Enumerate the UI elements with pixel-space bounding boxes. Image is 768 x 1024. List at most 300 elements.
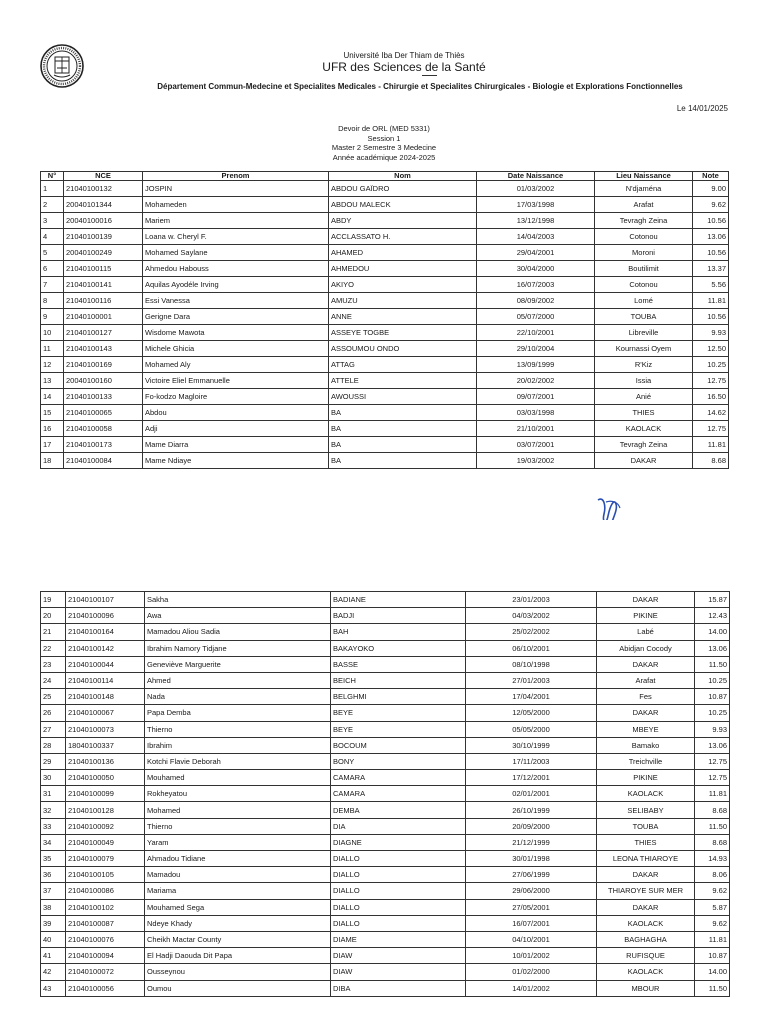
lieu-naissance-cell: DAKAR <box>597 705 695 721</box>
col-header-lieu-naissance: Lieu Naissance <box>595 172 693 181</box>
nom-cell: DIAME <box>331 931 466 947</box>
nom-cell: DIALLO <box>331 883 466 899</box>
nce-cell: 21040100116 <box>64 293 143 309</box>
nce-cell: 21040100096 <box>66 608 145 624</box>
lieu-naissance-cell: Arafat <box>597 672 695 688</box>
lieu-naissance-cell: KAOLACK <box>597 915 695 931</box>
table-row <box>41 293 729 309</box>
lieu-naissance-cell: Labé <box>597 624 695 640</box>
lieu-naissance-cell: KAOLACK <box>597 786 695 802</box>
lieu-naissance-cell: Arafat <box>595 197 693 213</box>
lieu-naissance-cell: Bamako <box>597 737 695 753</box>
table-row <box>41 802 730 818</box>
note-cell: 11.81 <box>693 437 729 453</box>
date-naissance-cell: 27/05/2001 <box>466 899 597 915</box>
nce-cell: 21040100115 <box>64 261 143 277</box>
prenom-cell: Ibrahim <box>145 737 331 753</box>
date-naissance-cell: 29/10/2004 <box>477 341 595 357</box>
table-row <box>41 181 729 197</box>
table-row <box>41 721 730 737</box>
table-row <box>41 915 730 931</box>
date-naissance-cell: 19/03/2002 <box>477 453 595 469</box>
table-header-row <box>41 172 729 181</box>
note-cell: 5.56 <box>693 277 729 293</box>
row-number: 6 <box>41 261 64 277</box>
nce-cell: 21040100001 <box>64 309 143 325</box>
nce-cell: 20040100249 <box>64 245 143 261</box>
row-number: 26 <box>41 705 66 721</box>
table-row <box>41 357 729 373</box>
table-row <box>41 948 730 964</box>
date-naissance-cell: 30/04/2000 <box>477 261 595 277</box>
nom-cell: AHAMED <box>329 245 477 261</box>
prenom-cell: Yaram <box>145 834 331 850</box>
date-naissance-cell: 08/10/1998 <box>466 656 597 672</box>
note-cell: 9.62 <box>695 915 730 931</box>
table-row <box>41 883 730 899</box>
date-naissance-cell: 20/02/2002 <box>477 373 595 389</box>
academic-year: Année académique 2024-2025 <box>332 152 436 162</box>
col-header-number: N° <box>41 172 64 181</box>
note-cell: 12.75 <box>695 770 730 786</box>
date-naissance-cell: 20/09/2000 <box>466 818 597 834</box>
prenom-cell: Ibrahim Namory Tidjane <box>145 640 331 656</box>
table-row <box>41 964 730 980</box>
date-naissance-cell: 03/03/1998 <box>477 405 595 421</box>
table-row <box>41 229 729 245</box>
prenom-cell: Michele Ghicia <box>143 341 329 357</box>
prenom-cell: Wisdome Mawota <box>143 325 329 341</box>
date-naissance-cell: 10/01/2002 <box>466 948 597 964</box>
university-name: Université Iba Der Thiam de Thiès <box>343 51 465 60</box>
nce-cell: 21040100132 <box>64 181 143 197</box>
nce-cell: 21040100148 <box>66 689 145 705</box>
lieu-naissance-cell: BAGHAGHA <box>597 931 695 947</box>
document-date: Le 14/01/2025 <box>676 104 728 113</box>
note-cell: 12.75 <box>693 373 729 389</box>
note-cell: 12.75 <box>693 421 729 437</box>
note-cell: 8.68 <box>693 453 729 469</box>
date-naissance-cell: 12/05/2000 <box>466 705 597 721</box>
exam-title: Devoir de ORL (MED 5331) <box>338 124 430 133</box>
nce-cell: 21040100050 <box>66 770 145 786</box>
prenom-cell: Ndeye Khady <box>145 915 331 931</box>
lieu-naissance-cell: MBOUR <box>597 980 695 996</box>
prenom-cell: Rokheyatou <box>145 786 331 802</box>
note-cell: 11.50 <box>695 818 730 834</box>
nom-cell: ABDY <box>329 213 477 229</box>
note-cell: 14.00 <box>695 624 730 640</box>
note-cell: 8.68 <box>695 802 730 818</box>
nom-cell: BADJI <box>331 608 466 624</box>
row-number: 33 <box>41 818 66 834</box>
date-naissance-cell: 27/01/2003 <box>466 672 597 688</box>
row-number: 1 <box>41 181 64 197</box>
lieu-naissance-cell: DAKAR <box>597 899 695 915</box>
nce-cell: 21040100107 <box>66 592 145 608</box>
lieu-naissance-cell: Tevragh Zeina <box>595 213 693 229</box>
date-naissance-cell: 17/04/2001 <box>466 689 597 705</box>
nce-cell: 21040100127 <box>64 325 143 341</box>
nce-cell: 21040100142 <box>66 640 145 656</box>
row-number: 7 <box>41 277 64 293</box>
note-cell: 14.62 <box>693 405 729 421</box>
date-naissance-cell: 01/03/2002 <box>477 181 595 197</box>
nce-cell: 21040100094 <box>66 948 145 964</box>
table-row <box>41 245 729 261</box>
table-row <box>41 341 729 357</box>
row-number: 14 <box>41 389 64 405</box>
col-header-nce: NCE <box>64 172 143 181</box>
prenom-cell: Gerigne Dara <box>143 309 329 325</box>
note-cell: 10.25 <box>695 705 730 721</box>
note-cell: 11.81 <box>695 931 730 947</box>
row-number: 21 <box>41 624 66 640</box>
nom-cell: ATTELE <box>329 373 477 389</box>
table-row <box>41 980 730 996</box>
lieu-naissance-cell: Treichville <box>597 753 695 769</box>
table-row <box>41 867 730 883</box>
nce-cell: 21040100105 <box>66 867 145 883</box>
lieu-naissance-cell: Cotonou <box>595 229 693 245</box>
prenom-cell: Loana w. Cheryl F. <box>143 229 329 245</box>
note-cell: 10.56 <box>693 309 729 325</box>
nom-cell: ASSOUMOU ONDO <box>329 341 477 357</box>
lieu-naissance-cell: Issia <box>595 373 693 389</box>
date-naissance-cell: 02/01/2001 <box>466 786 597 802</box>
note-cell: 13.06 <box>693 229 729 245</box>
nom-cell: BONY <box>331 753 466 769</box>
note-cell: 10.56 <box>693 213 729 229</box>
table-row <box>41 818 730 834</box>
nom-cell: ABDOU GAÏDRO <box>329 181 477 197</box>
row-number: 23 <box>41 656 66 672</box>
lieu-naissance-cell: Lomé <box>595 293 693 309</box>
page-separator <box>0 520 768 582</box>
table-row <box>41 672 730 688</box>
date-naissance-cell: 17/11/2003 <box>466 753 597 769</box>
date-naissance-cell: 04/03/2002 <box>466 608 597 624</box>
note-cell: 9.62 <box>693 197 729 213</box>
note-cell: 10.25 <box>693 357 729 373</box>
nce-cell: 21040100173 <box>64 437 143 453</box>
row-number: 25 <box>41 689 66 705</box>
prenom-cell: Mohamed Saylane <box>143 245 329 261</box>
prenom-cell: Mohamed <box>145 802 331 818</box>
note-cell: 15.87 <box>695 592 730 608</box>
prenom-cell: Adji <box>143 421 329 437</box>
prenom-cell: JOSPIN <box>143 181 329 197</box>
lieu-naissance-cell: RUFISQUE <box>597 948 695 964</box>
nom-cell: BADIANE <box>331 592 466 608</box>
prenom-cell: Awa <box>145 608 331 624</box>
ufr-name: UFR des Sciences de la Santé <box>322 60 486 74</box>
nce-cell: 21040100072 <box>66 964 145 980</box>
nce-cell: 21040100044 <box>66 656 145 672</box>
nce-cell: 21040100099 <box>66 786 145 802</box>
note-cell: 12.43 <box>695 608 730 624</box>
row-number: 40 <box>41 931 66 947</box>
note-cell: 10.87 <box>695 689 730 705</box>
table-row <box>41 389 729 405</box>
lieu-naissance-cell: SELIBABY <box>597 802 695 818</box>
lieu-naissance-cell: THIAROYE SUR MER <box>597 883 695 899</box>
nce-cell: 21040100086 <box>66 883 145 899</box>
table-row <box>41 213 729 229</box>
lieu-naissance-cell: TOUBA <box>597 818 695 834</box>
date-naissance-cell: 06/10/2001 <box>466 640 597 656</box>
prenom-cell: Papa Demba <box>145 705 331 721</box>
nom-cell: DIAW <box>331 948 466 964</box>
date-naissance-cell: 13/12/1998 <box>477 213 595 229</box>
note-cell: 14.93 <box>695 851 730 867</box>
lieu-naissance-cell: N'djaména <box>595 181 693 197</box>
lieu-naissance-cell: Moroni <box>595 245 693 261</box>
note-cell: 9.62 <box>695 883 730 899</box>
nom-cell: DIBA <box>331 980 466 996</box>
row-number: 37 <box>41 883 66 899</box>
note-cell: 8.68 <box>695 834 730 850</box>
nce-cell: 21040100058 <box>64 421 143 437</box>
date-naissance-cell: 26/10/1999 <box>466 802 597 818</box>
nce-cell: 20040101344 <box>64 197 143 213</box>
nom-cell: BAH <box>331 624 466 640</box>
lieu-naissance-cell: TOUBA <box>595 309 693 325</box>
row-number: 38 <box>41 899 66 915</box>
table-row <box>41 770 730 786</box>
note-cell: 10.56 <box>693 245 729 261</box>
nce-cell: 21040100169 <box>64 357 143 373</box>
date-naissance-cell: 05/05/2000 <box>466 721 597 737</box>
nce-cell: 21040100084 <box>64 453 143 469</box>
note-cell: 9.00 <box>693 181 729 197</box>
note-cell: 10.25 <box>695 672 730 688</box>
prenom-cell: Geneviève Marguerite <box>145 656 331 672</box>
row-number: 32 <box>41 802 66 818</box>
prenom-cell: Victoire Eliel Emmanuelle <box>143 373 329 389</box>
note-cell: 13.37 <box>693 261 729 277</box>
table-row <box>41 899 730 915</box>
table-row <box>41 421 729 437</box>
row-number: 36 <box>41 867 66 883</box>
nom-cell: BASSE <box>331 656 466 672</box>
lieu-naissance-cell: Fes <box>597 689 695 705</box>
date-naissance-cell: 23/01/2003 <box>466 592 597 608</box>
date-naissance-cell: 13/09/1999 <box>477 357 595 373</box>
nom-cell: ASSEYE TOGBE <box>329 325 477 341</box>
row-number: 22 <box>41 640 66 656</box>
nom-cell: ATTAG <box>329 357 477 373</box>
prenom-cell: Cheikh Mactar County <box>145 931 331 947</box>
col-header-note: Note <box>693 172 729 181</box>
nom-cell: BELGHMI <box>331 689 466 705</box>
date-naissance-cell: 08/09/2002 <box>477 293 595 309</box>
table-row <box>41 737 730 753</box>
date-naissance-cell: 17/12/2001 <box>466 770 597 786</box>
table-row <box>41 309 729 325</box>
lieu-naissance-cell: DAKAR <box>597 867 695 883</box>
row-number: 31 <box>41 786 66 802</box>
row-number: 2 <box>41 197 64 213</box>
table-row <box>41 373 729 389</box>
prenom-cell: Mohameden <box>143 197 329 213</box>
nom-cell: AKIYO <box>329 277 477 293</box>
table-row <box>41 405 729 421</box>
row-number: 5 <box>41 245 64 261</box>
prenom-cell: Aquilas Ayodéle Irving <box>143 277 329 293</box>
nom-cell: CAMARA <box>331 786 466 802</box>
lieu-naissance-cell: DAKAR <box>595 453 693 469</box>
prenom-cell: El Hadji Daouda Dit Papa <box>145 948 331 964</box>
lieu-naissance-cell: THIES <box>597 834 695 850</box>
date-naissance-cell: 01/02/2000 <box>466 964 597 980</box>
note-cell: 9.93 <box>695 721 730 737</box>
date-naissance-cell: 09/07/2001 <box>477 389 595 405</box>
grades-table-page-1 <box>40 171 729 469</box>
nom-cell: BA <box>329 421 477 437</box>
row-number: 20 <box>41 608 66 624</box>
nce-cell: 21040100128 <box>66 802 145 818</box>
lieu-naissance-cell: Cotonou <box>595 277 693 293</box>
nom-cell: DIALLO <box>331 867 466 883</box>
nom-cell: BEYE <box>331 705 466 721</box>
table-row <box>41 592 730 608</box>
table-row <box>41 834 730 850</box>
row-number: 12 <box>41 357 64 373</box>
prenom-cell: Thierno <box>145 818 331 834</box>
note-cell: 16.50 <box>693 389 729 405</box>
lieu-naissance-cell: Libreville <box>595 325 693 341</box>
nce-cell: 21040100092 <box>66 818 145 834</box>
table-row <box>41 851 730 867</box>
date-naissance-cell: 30/01/1998 <box>466 851 597 867</box>
row-number: 11 <box>41 341 64 357</box>
table-row <box>41 640 730 656</box>
col-header-nom: Nom <box>329 172 477 181</box>
row-number: 8 <box>41 293 64 309</box>
nce-cell: 21040100164 <box>66 624 145 640</box>
date-naissance-cell: 04/10/2001 <box>466 931 597 947</box>
date-naissance-cell: 14/04/2003 <box>477 229 595 245</box>
note-cell: 11.81 <box>695 786 730 802</box>
row-number: 29 <box>41 753 66 769</box>
date-naissance-cell: 29/06/2000 <box>466 883 597 899</box>
prenom-cell: Fo-kodzo Magloire <box>143 389 329 405</box>
date-naissance-cell: 03/07/2001 <box>477 437 595 453</box>
row-number: 35 <box>41 851 66 867</box>
table-row <box>41 753 730 769</box>
exam-info <box>0 124 768 162</box>
note-cell: 12.75 <box>695 753 730 769</box>
note-cell: 9.93 <box>693 325 729 341</box>
nom-cell: DIAW <box>331 964 466 980</box>
exam-level: Master 2 Semestre 3 Medecine <box>331 143 437 152</box>
nom-cell: DIALLO <box>331 899 466 915</box>
nce-cell: 21040100049 <box>66 834 145 850</box>
nce-cell: 21040100079 <box>66 851 145 867</box>
nce-cell: 21040100056 <box>66 980 145 996</box>
row-number: 3 <box>41 213 64 229</box>
prenom-cell: Thierno <box>145 721 331 737</box>
lieu-naissance-cell: R'Kiz <box>595 357 693 373</box>
table-row <box>41 656 730 672</box>
date-naissance-cell: 14/01/2002 <box>466 980 597 996</box>
note-cell: 10.87 <box>695 948 730 964</box>
date-naissance-cell: 21/10/2001 <box>477 421 595 437</box>
nce-cell: 21040100067 <box>66 705 145 721</box>
table-row <box>41 931 730 947</box>
row-number: 41 <box>41 948 66 964</box>
prenom-cell: Ahmed <box>145 672 331 688</box>
date-naissance-cell: 17/03/1998 <box>477 197 595 213</box>
table-row <box>41 437 729 453</box>
nom-cell: BOCOUM <box>331 737 466 753</box>
table-row <box>41 277 729 293</box>
prenom-cell: Mouhamed <box>145 770 331 786</box>
table-row <box>41 624 730 640</box>
prenom-cell: Mariama <box>145 883 331 899</box>
prenom-cell: Essi Vanessa <box>143 293 329 309</box>
nom-cell: CAMARA <box>331 770 466 786</box>
nom-cell: ANNE <box>329 309 477 325</box>
nce-cell: 21040100141 <box>64 277 143 293</box>
nom-cell: DIALLO <box>331 915 466 931</box>
row-number: 10 <box>41 325 64 341</box>
prenom-cell: Sakha <box>145 592 331 608</box>
nce-cell: 20040100016 <box>64 213 143 229</box>
prenom-cell: Ousseynou <box>145 964 331 980</box>
lieu-naissance-cell: DAKAR <box>597 592 695 608</box>
table-row <box>41 261 729 277</box>
lieu-naissance-cell: Anié <box>595 389 693 405</box>
nom-cell: ABDOU MALECK <box>329 197 477 213</box>
note-cell: 5.87 <box>695 899 730 915</box>
date-naissance-cell: 25/02/2002 <box>466 624 597 640</box>
table-row <box>41 325 729 341</box>
header-divider <box>422 75 437 76</box>
row-number: 30 <box>41 770 66 786</box>
nce-cell: 21040100087 <box>66 915 145 931</box>
lieu-naissance-cell: MBEYE <box>597 721 695 737</box>
note-cell: 12.50 <box>693 341 729 357</box>
nce-cell: 21040100136 <box>66 753 145 769</box>
date-naissance-cell: 27/06/1999 <box>466 867 597 883</box>
date-naissance-cell: 05/07/2000 <box>477 309 595 325</box>
nom-cell: AWOUSSI <box>329 389 477 405</box>
nom-cell: DIA <box>331 818 466 834</box>
nce-cell: 21040100076 <box>66 931 145 947</box>
lieu-naissance-cell: Tevragh Zeina <box>595 437 693 453</box>
nom-cell: BEICH <box>331 672 466 688</box>
nom-cell: DIAGNE <box>331 834 466 850</box>
prenom-cell: Kotchi Flavie Deborah <box>145 753 331 769</box>
prenom-cell: Abdou <box>143 405 329 421</box>
nom-cell: BEYE <box>331 721 466 737</box>
nom-cell: AHMEDOU <box>329 261 477 277</box>
row-number: 24 <box>41 672 66 688</box>
lieu-naissance-cell: Abidjan Cocody <box>597 640 695 656</box>
exam-session: Session 1 <box>367 133 401 143</box>
note-cell: 8.06 <box>695 867 730 883</box>
table-row <box>41 453 729 469</box>
nom-cell: BA <box>329 453 477 469</box>
prenom-cell: Ahmadou Tidiane <box>145 851 331 867</box>
grades-table-page-2 <box>40 591 730 997</box>
nom-cell: DIALLO <box>331 851 466 867</box>
col-header-prenom: Prenom <box>143 172 329 181</box>
note-cell: 13.06 <box>695 737 730 753</box>
nom-cell: DEMBA <box>331 802 466 818</box>
